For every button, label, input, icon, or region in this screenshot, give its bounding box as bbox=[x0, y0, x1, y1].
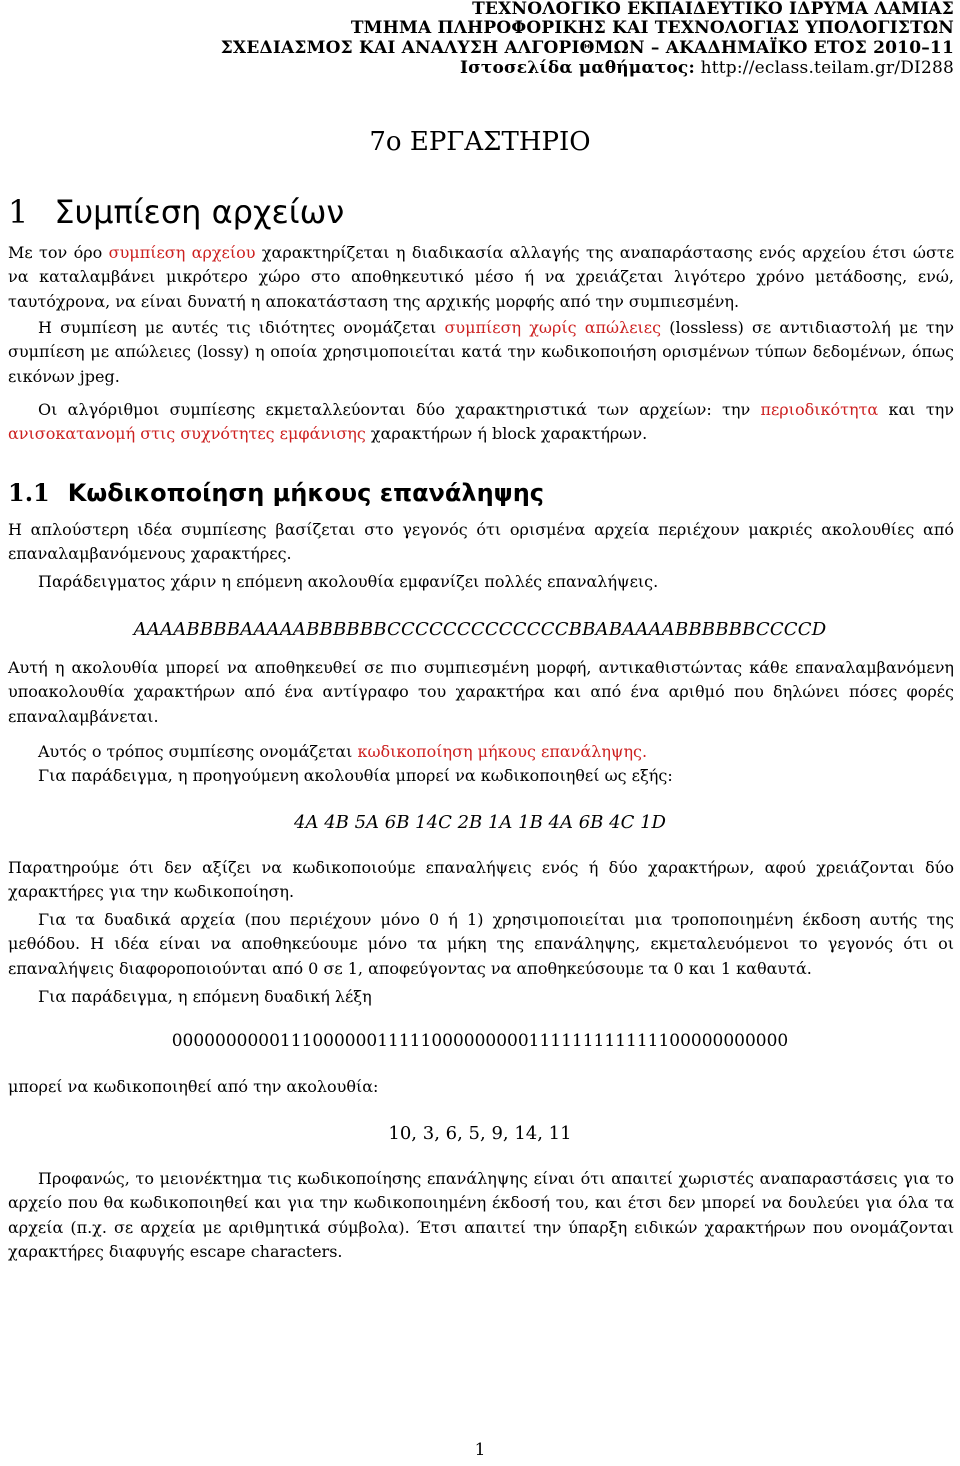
website-link[interactable]: http://eclass.teilam.gr/DI288 bbox=[700, 58, 954, 78]
text: Οι αλγόριθμοι συμπίεσης εκμεταλλεύονται δύο χαρακτηριστικά των αρχείων: την bbox=[38, 400, 761, 419]
website-label: Ιστοσελίδα μαθήματος: bbox=[459, 58, 695, 78]
text: Με τον όρο bbox=[8, 243, 109, 262]
subsection-title: Κωδικοποίηση μήκους επανάληψης bbox=[67, 479, 545, 507]
rle-paragraph-4 bbox=[8, 740, 954, 764]
text: (lossless) σε αντιδιαστολή με την συμπίεση με απώλειες (lossy) η οποία χρησιμοποιείται κατά την κωδικοποιήση ορισμένων τύπων δεδομένων, όπως εικόνων jpeg. bbox=[8, 318, 955, 386]
lab-title: 7ο ΕΡΓΑΣΤΗΡΙΟ bbox=[369, 127, 591, 157]
text: χαρακτήρων ή block χαρακτήρων. bbox=[365, 424, 648, 444]
text: Η συμπίεση με αυτές τις ιδιότητες ονομάζεται bbox=[38, 318, 445, 337]
text: και την bbox=[878, 400, 954, 419]
rle-paragraph-1: Η απλούστερη ιδέα συμπίεσης βασίζεται στο γεγονός ότι ορισμένα αρχεία περιέχουν μακριές ακολουθίες από επαναλαμβανόμενους χαρακτήρες. bbox=[8, 520, 954, 564]
intro-paragraph-2 bbox=[8, 316, 954, 389]
text: χαρακτηρίζεται η διαδικασία αλλαγής της αναπαράστασης ενός αρχείου έτσι ώστε να καταλαμβάνει μικρότερο χώρο στο αποθηκευτικό μέσο ή να χρειάζεται λιγότερο χρόνο μετάδοσης, ενώ, ταυτόχρονα, να είναι δυνατή η αποκατάσταση της αρχικής μορφής από την συμπιεσμένη. bbox=[8, 243, 955, 311]
term-lossless: συμπίεση χωρίς απώλειες bbox=[444, 318, 662, 337]
section-number: 1 bbox=[8, 193, 29, 231]
subsection-heading bbox=[8, 478, 544, 507]
rle-paragraph-6: Παρατηρούμε ότι δεν αξίζει να κωδικοποιούμε επαναλήψεις ενός ή δύο χαρακτήρων, αφού χρειάζονται δύο χαρακτήρες για την κωδικοποίηση. bbox=[8, 858, 954, 902]
term-frequency: ανισοκατανομή στις συχνότητες εμφάνισης bbox=[8, 424, 366, 444]
header-institution: ΤΕΧΝΟΛΟΓΙΚΟ ΕΚΠΑΙΔΕΥΤΙΚΟ ΙΔΡΥΜΑ ΛΑΜΙΑΣ bbox=[472, 0, 954, 19]
header-course: ΣΧΕΔΙΑΣΜΟΣ ΚΑΙ ΑΝΑΛΥΣΗ ΑΛΓΟΡΙΘΜΩΝ – ΑΚΑΔΗΜΑΪΚΟ ΕΤΟΣ 2010–11 bbox=[220, 38, 954, 58]
rle-paragraph-5: Για παράδειγμα, η προηγούμενη ακολουθία μπορεί να κωδικοποιηθεί ως εξής: bbox=[38, 766, 673, 785]
rle-paragraph-10: Προφανώς, το μειονέκτημα τις κωδικοποίησης επανάληψης είναι ότι απαιτεί χωριστές αναπαραστάσεις για το αρχείο που θα κωδικοποιηθεί και για την κωδικοποιημένη έκδοσή του, και έτσι δεν μπορεί να δουλεύει για όλα τα αρχεία (π.χ. σε αρχεία με αριθμητικά σύμβολα). Έτσι απαιτεί την ύπαρξη ειδικών χαρακτήρων που ονομάζονται χαρακτήρες διαφυγής escape characters. bbox=[8, 1169, 954, 1261]
rle-paragraph-9: μπορεί να κωδικοποιηθεί από την ακολουθία: bbox=[8, 1077, 379, 1096]
term-periodicity: περιοδικότητα bbox=[760, 400, 879, 419]
run-lengths: 10, 3, 6, 5, 9, 14, 11 bbox=[388, 1123, 572, 1144]
rle-paragraph-3: Αυτή η ακολουθία μπορεί να αποθηκευθεί σε πιο συμπιεσμένη μορφή, αντικαθιστώντας κάθε επαναλαμβανόμενη υποακολουθία χαρακτήρων από ένα αντίγραφο του χαρακτήρα και από ένα αριθμό που δηλώνει πόσες φορές επαναλαμβάνεται. bbox=[8, 658, 954, 726]
rle-paragraph-2: Παράδειγματος χάριν η επόμενη ακολουθία εμφανίζει πολλές επαναλήψεις. bbox=[38, 572, 659, 591]
term-rle: κωδικοποίηση μήκους επανάληψης. bbox=[357, 742, 648, 761]
rle-paragraph-8: Για παράδειγμα, η επόμενη δυαδική λέξη bbox=[38, 987, 372, 1006]
header-department: ΤΜΗΜΑ ΠΛΗΡΟΦΟΡΙΚΗΣ ΚΑΙ ΤΕΧΝΟΛΟΓΙΑΣ ΥΠΟΛΟΓΙΣΤΩΝ bbox=[350, 18, 954, 38]
intro-paragraph-3 bbox=[8, 398, 954, 447]
subsection-number: 1.1 bbox=[8, 478, 50, 507]
section-heading bbox=[8, 193, 344, 231]
section-title: Συμπίεση αρχείων bbox=[54, 193, 345, 231]
intro-paragraph-1 bbox=[8, 241, 954, 314]
rle-paragraph-7: Για τα δυαδικά αρχεία (που περιέχουν μόνο 0 ή 1) χρησιμοποιείται μια τροποποιημένη έκδοση αυτής της μεθόδου. Η ιδέα είναι να αποθηκεύουμε μόνο τα μήκη της επανάληψης, εκμεταλευόμενοι το γεγονός ότι οι επαναλήψεις διαφοροποιούνται από 0 σε 1, αποφεύγοντας να αποθηκεύσουμε τα 0 και 1 καθαυτά. bbox=[8, 910, 954, 978]
example-sequence: AAAABBBBAAAAABBBBBBCCCCCCCCCCCCCBBABAAAABBBBBBCCCCD bbox=[133, 619, 827, 640]
term-compression: συμπίεση αρχείου bbox=[108, 243, 256, 262]
page-number: 1 bbox=[474, 1440, 486, 1460]
encoded-sequence: 4A 4B 5A 6B 14C 2B 1A 1B 4A 6B 4C 1D bbox=[294, 812, 666, 833]
header-website bbox=[460, 59, 954, 77]
text: Αυτός ο τρόπος συμπίεσης ονομάζεται bbox=[38, 742, 358, 761]
binary-word: 000000000011100000011111000000000111111111111100000000000 bbox=[171, 1031, 789, 1051]
